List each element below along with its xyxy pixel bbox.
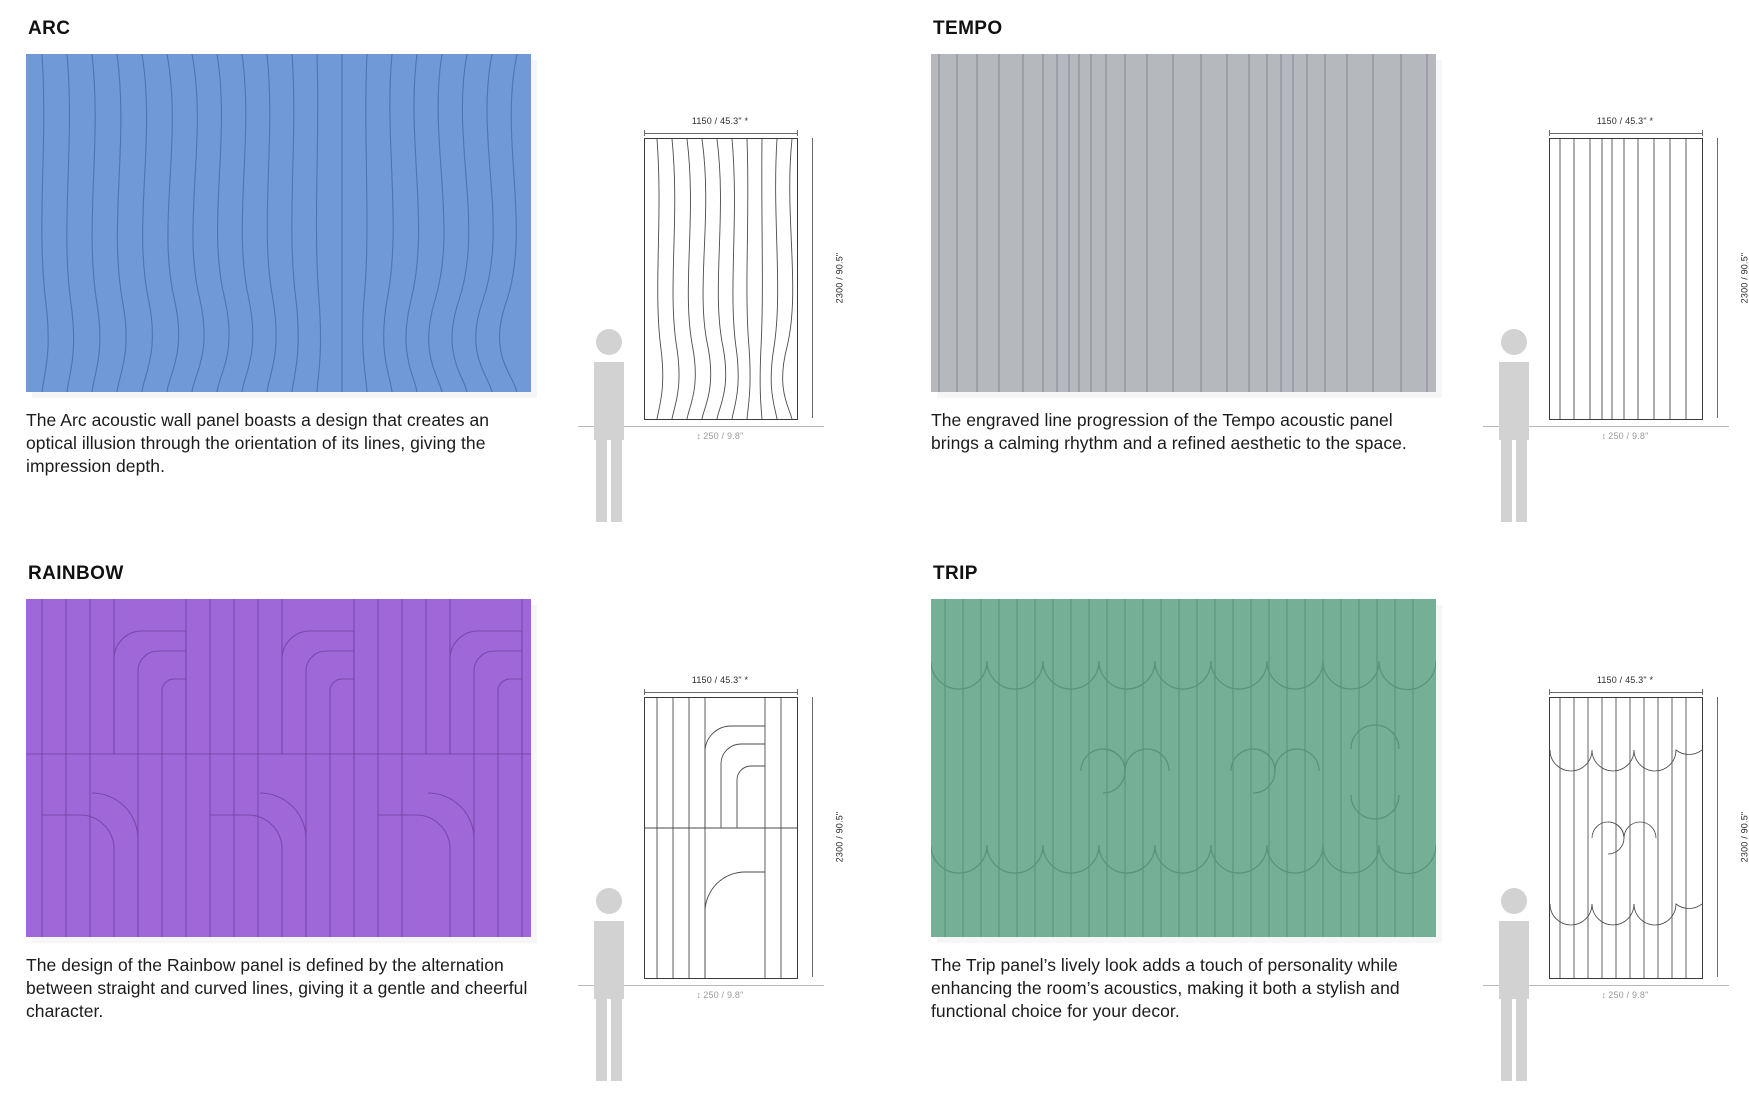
panel-card-arc: [26, 18, 931, 563]
panel-description-trip: The Trip panel’s lively look adds a touch of personality while enhancing the room’s acoustics, making it both a stylish and functional choice for your decor.: [931, 955, 1400, 1022]
dimension-height-label-rainbow: 2300 / 90.5": [834, 811, 845, 863]
dimension-panel-outline-trip: [1549, 697, 1703, 979]
dimension-width-line-rainbow: [644, 689, 798, 695]
dimension-height-trip: [1715, 697, 1749, 977]
dimension-height-arc: [810, 138, 845, 418]
panel-description-arc: The Arc acoustic wall panel boasts a design that creates an optical illusion through the orientation of its lines, giving the impression depth.: [26, 410, 490, 477]
dimension-width-line-trip: [1549, 689, 1703, 695]
dimension-width-line-arc: [644, 130, 798, 136]
depth-arrow-icon: ↕: [1601, 431, 1607, 441]
dimension-height-label-arc: 2300 / 90.5": [834, 252, 845, 304]
panel-title-tempo: TEMPO: [933, 18, 1003, 39]
dimension-depth-label-tempo: 250 / 9.8": [1608, 431, 1649, 441]
panel-image-trip: [931, 599, 1436, 937]
panel-title-rainbow: RAINBOW: [28, 563, 124, 584]
dimension-width-rainbow: 1150 / 45.3" *: [691, 675, 749, 685]
dimension-height-label-tempo: 2300 / 90.5": [1739, 252, 1749, 304]
depth-arrow-icon: ↕: [696, 990, 702, 1000]
human-scale-figure-arc: [586, 326, 632, 522]
dimension-depth-label-rainbow: 250 / 9.8": [703, 990, 744, 1000]
dimension-depth-tempo: [1549, 431, 1701, 441]
dimension-height-label-trip: 2300 / 90.5": [1739, 811, 1749, 863]
human-scale-figure-trip: [1491, 885, 1537, 1081]
panel-grid: [26, 18, 1749, 1098]
panel-title-arc: ARC: [28, 18, 71, 39]
dimension-diagram-arc: [578, 104, 878, 534]
dimension-height-rainbow: [810, 697, 845, 977]
panel-image-rainbow: [26, 599, 531, 937]
dimension-depth-label-arc: 250 / 9.8": [703, 431, 744, 441]
dimension-depth-arc: [644, 431, 796, 441]
dimension-width-trip: 1150 / 45.3" *: [1596, 675, 1654, 685]
panel-card-trip: [931, 563, 1749, 1098]
panel-description-tempo: The engraved line progression of the Tempo acoustic panel brings a calming rhythm and a refined aesthetic to the space.: [931, 410, 1407, 454]
human-scale-figure-rainbow: [586, 885, 632, 1081]
dimension-height-tempo: [1715, 138, 1749, 418]
dimension-panel-outline-rainbow: [644, 697, 798, 979]
panel-card-rainbow: [26, 563, 931, 1098]
dimension-width-line-tempo: [1549, 130, 1703, 136]
dimension-diagram-tempo: [1483, 104, 1749, 534]
dimension-panel-outline-tempo: [1549, 138, 1703, 420]
dimension-width-tempo: 1150 / 45.3" *: [1596, 116, 1654, 126]
panel-title-trip: TRIP: [933, 563, 978, 584]
dimension-depth-rainbow: [644, 990, 796, 1000]
panel-card-tempo: [931, 18, 1749, 563]
dimension-depth-label-trip: 250 / 9.8": [1608, 990, 1649, 1000]
dimension-diagram-trip: [1483, 663, 1749, 1093]
dimension-panel-outline-arc: [644, 138, 798, 420]
panel-image-arc: [26, 54, 531, 392]
depth-arrow-icon: ↕: [696, 431, 702, 441]
dimension-width-arc: 1150 / 45.3" *: [691, 116, 749, 126]
dimension-depth-trip: [1549, 990, 1701, 1000]
panel-description-rainbow: The design of the Rainbow panel is defined by the alternation between straight and curved lines, giving it a gentle and cheerful character.: [26, 955, 528, 1022]
panel-image-tempo: [931, 54, 1436, 392]
dimension-diagram-rainbow: [578, 663, 878, 1093]
human-scale-figure-tempo: [1491, 326, 1537, 522]
depth-arrow-icon: ↕: [1601, 990, 1607, 1000]
